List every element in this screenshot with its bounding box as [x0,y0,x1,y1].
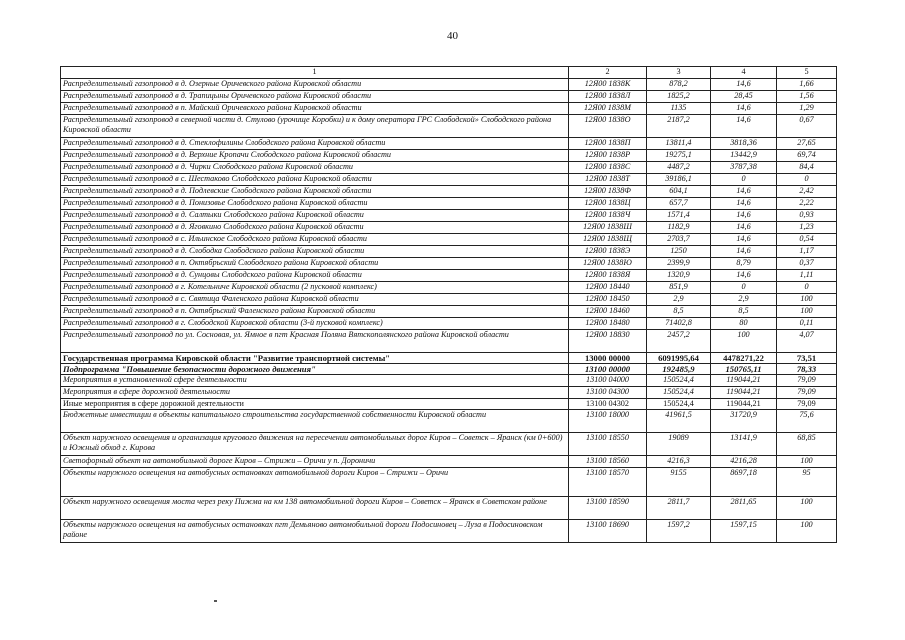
percent-cell: 1,17 [777,246,837,258]
table-row [61,387,837,399]
code-cell: 12Я00 1838Ч [569,210,647,222]
code-cell: 12Я00 1838Ф [569,186,647,198]
column-header-5: 5 [777,67,837,79]
item-name-cell: Иные мероприятия в сфере дорожной деятельности [61,399,569,410]
table-row [61,210,837,222]
table-row [61,174,837,186]
code-cell: 13100 18000 [569,410,647,433]
table-row [61,79,837,91]
item-name-cell: Объекты наружного освещения на автобусных остановках пгт Демьяново автомобильной дороги Подосиновец – Луза в Подосиновском районе [61,520,569,543]
planned-cell: 1250 [647,246,711,258]
item-name-cell: Распределительный газопровод в д. Чирки Слободского района Кировской области [61,162,569,174]
planned-cell: 604,1 [647,186,711,198]
page-number: 40 [447,30,458,42]
executed-cell: 100 [711,330,777,353]
executed-cell: 28,45 [711,91,777,103]
code-cell: 13100 18560 [569,456,647,468]
table-row [61,222,837,234]
table-row [61,258,837,270]
executed-cell: 4216,28 [711,456,777,468]
planned-cell: 878,2 [647,79,711,91]
item-name-cell: Распределительный газопровод в д. Стеклофилины Слободского района Кировской области [61,138,569,150]
code-cell: 13100 18570 [569,468,647,497]
executed-cell: 119044,21 [711,375,777,387]
item-name-cell: Мероприятия в сфере дорожной деятельности [61,387,569,399]
column-header-4: 4 [711,67,777,79]
percent-cell: 78,33 [777,364,837,375]
item-name-cell: Распределительный газопровод в с. Святица Фаленского района Кировской области [61,294,569,306]
executed-cell: 14,6 [711,186,777,198]
executed-cell: 4478271,22 [711,353,777,364]
planned-cell: 150524,4 [647,399,711,410]
planned-cell: 192485,9 [647,364,711,375]
item-name-cell: Распределительный газопровод по ул. Сосновая, ул. Ямное в пгт Красная Поляна Вятскополянского района Кировской области [61,330,569,353]
item-name-cell: Объект наружного освещения моста через реку Пижма на км 138 автомобильной дороги Киров – Советск – Яранск в Советском районе [61,497,569,520]
code-cell: 12Я00 1838Т [569,174,647,186]
item-name-cell: Распределительный газопровод в п. Октябрьский Фаленского района Кировской области [61,306,569,318]
executed-cell: 8697,18 [711,468,777,497]
code-cell: 12Я00 18830 [569,330,647,353]
percent-cell: 1,29 [777,103,837,115]
executed-cell: 150765,11 [711,364,777,375]
item-name-cell: Распределительный газопровод в д. Яговкино Слободского района Кировской области [61,222,569,234]
budget-table [60,66,837,543]
table-row [61,306,837,318]
table-row [61,364,837,375]
executed-cell: 2811,65 [711,497,777,520]
planned-cell: 8,5 [647,306,711,318]
percent-cell: 95 [777,468,837,497]
item-name-cell: Государственная программа Кировской области "Развитие транспортной системы" [61,353,569,364]
code-cell: 12Я00 1838О [569,115,647,138]
percent-cell: 1,23 [777,222,837,234]
table-row [61,456,837,468]
planned-cell: 19275,1 [647,150,711,162]
item-name-cell: Распределительный газопровод в д. Салтыки Слободского района Кировской области [61,210,569,222]
executed-cell: 14,6 [711,115,777,138]
planned-cell: 6091995,64 [647,353,711,364]
planned-cell: 1825,2 [647,91,711,103]
planned-cell: 4216,3 [647,456,711,468]
executed-cell: 14,6 [711,246,777,258]
percent-cell: 0,54 [777,234,837,246]
item-name-cell: Распределительный газопровод в д. Сунцовы Слободского района Кировской области [61,270,569,282]
code-cell: 12Я00 1838Л [569,91,647,103]
executed-cell: 3818,36 [711,138,777,150]
item-name-cell: Распределительный газопровод в с. Ильинское Слободского района Кировской области [61,234,569,246]
percent-cell: 4,07 [777,330,837,353]
item-name-cell: Распределительный газопровод в д. Трапицыны Оричевского района Кировской области [61,91,569,103]
planned-cell: 41961,5 [647,410,711,433]
executed-cell: 14,6 [711,79,777,91]
table-row [61,468,837,497]
table-row [61,115,837,138]
table-header-row [61,67,837,79]
percent-cell: 2,22 [777,198,837,210]
table-row [61,353,837,364]
percent-cell: 0,93 [777,210,837,222]
executed-cell: 14,6 [711,198,777,210]
planned-cell: 39186,1 [647,174,711,186]
column-header-3: 3 [647,67,711,79]
percent-cell: 100 [777,456,837,468]
percent-cell: 0,37 [777,258,837,270]
percent-cell: 84,4 [777,162,837,174]
item-name-cell: Подпрограмма "Повышение безопасности дорожного движения" [61,364,569,375]
percent-cell: 68,85 [777,433,837,456]
table-row [61,91,837,103]
executed-cell: 1597,15 [711,520,777,543]
item-name-cell: Распределительный газопровод в п. Октябрьский Слободского района Кировской области [61,258,569,270]
executed-cell: 13141,9 [711,433,777,456]
table-row [61,103,837,115]
planned-cell: 1597,2 [647,520,711,543]
planned-cell: 13811,4 [647,138,711,150]
planned-cell: 2703,7 [647,234,711,246]
executed-cell: 14,6 [711,222,777,234]
planned-cell: 1320,9 [647,270,711,282]
percent-cell: 2,42 [777,186,837,198]
table-row [61,138,837,150]
table-row [61,294,837,306]
percent-cell: 79,09 [777,387,837,399]
executed-cell: 31720,9 [711,410,777,433]
percent-cell: 27,65 [777,138,837,150]
item-name-cell: Распределительный газопровод в г. Слободской Кировской области (3-й пусковой комплекс) [61,318,569,330]
item-name-cell: Распределительный газопровод в д. Верхние Кропачи Слободского района Кировской области [61,150,569,162]
code-cell: 12Я00 1838Ш [569,222,647,234]
item-name-cell: Объект наружного освещения и организация кругового движения на пересечении автомобильных дорог Киров – Советск – Яранск (км 0+600) и Южный обход г. Кирова [61,433,569,456]
code-cell: 12Я00 1838Ц [569,198,647,210]
percent-cell: 75,6 [777,410,837,433]
planned-cell: 9155 [647,468,711,497]
table-row [61,162,837,174]
planned-cell: 71402,8 [647,318,711,330]
percent-cell: 100 [777,306,837,318]
executed-cell: 0 [711,174,777,186]
planned-cell: 4487,2 [647,162,711,174]
executed-cell: 14,6 [711,103,777,115]
item-name-cell: Распределительный газопровод в с. Шестаково Слободского района Кировской области [61,174,569,186]
planned-cell: 19089 [647,433,711,456]
code-cell: 12Я00 1838Р [569,150,647,162]
table-row [61,198,837,210]
code-cell: 12Я00 1838Я [569,270,647,282]
item-name-cell: Распределительный газопровод в северной части д. Стулово (урочище Коробки) и к дому оператора ГРС Слободской» Слободского района Кировской области [61,115,569,138]
code-cell: 12Я00 1838П [569,138,647,150]
code-cell: 12Я00 1838К [569,79,647,91]
planned-cell: 1182,9 [647,222,711,234]
executed-cell: 14,6 [711,270,777,282]
executed-cell: 13442,9 [711,150,777,162]
item-name-cell: Мероприятия в установленной сфере деятельности [61,375,569,387]
code-cell: 12Я00 1838С [569,162,647,174]
planned-cell: 1571,4 [647,210,711,222]
column-header-1: 1 [61,67,569,79]
code-cell: 12Я00 18480 [569,318,647,330]
table-row [61,150,837,162]
code-cell: 13100 04302 [569,399,647,410]
executed-cell: 8,5 [711,306,777,318]
planned-cell: 2811,7 [647,497,711,520]
executed-cell: 8,79 [711,258,777,270]
percent-cell: 1,66 [777,79,837,91]
planned-cell: 851,9 [647,282,711,294]
percent-cell: 100 [777,294,837,306]
percent-cell: 79,09 [777,399,837,410]
table-row [61,410,837,433]
percent-cell: 100 [777,497,837,520]
executed-cell: 0 [711,282,777,294]
code-cell: 13000 00000 [569,353,647,364]
table-row [61,246,837,258]
planned-cell: 2457,2 [647,330,711,353]
code-cell: 12Я00 18450 [569,294,647,306]
table-row [61,399,837,410]
code-cell: 12Я00 1838Щ [569,234,647,246]
executed-cell: 14,6 [711,234,777,246]
planned-cell: 150524,4 [647,375,711,387]
code-cell: 13100 04300 [569,387,647,399]
percent-cell: 100 [777,520,837,543]
item-name-cell: Объекты наружного освещения на автобусных остановках автомобильной дороги Киров – Стрижи – Оричи [61,468,569,497]
item-name-cell: Распределительный газопровод в д. Подлевские Слободского района Кировской области [61,186,569,198]
executed-cell: 3787,38 [711,162,777,174]
planned-cell: 1135 [647,103,711,115]
planned-cell: 2399,9 [647,258,711,270]
planned-cell: 2,9 [647,294,711,306]
item-name-cell: Распределительный газопровод в д. Понизовье Слободского района Кировской области [61,198,569,210]
table-row [61,330,837,353]
executed-cell: 119044,21 [711,387,777,399]
code-cell: 12Я00 18440 [569,282,647,294]
table-row [61,497,837,520]
scan-speck [214,600,217,602]
item-name-cell: Распределительный газопровод в г. Котельниче Кировской области (2 пусковой комплекс) [61,282,569,294]
percent-cell: 69,74 [777,150,837,162]
percent-cell: 0,67 [777,115,837,138]
executed-cell: 2,9 [711,294,777,306]
percent-cell: 0 [777,174,837,186]
executed-cell: 119044,21 [711,399,777,410]
code-cell: 12Я00 1838Э [569,246,647,258]
code-cell: 13100 18550 [569,433,647,456]
percent-cell: 1,56 [777,91,837,103]
table-row [61,234,837,246]
percent-cell: 1,11 [777,270,837,282]
item-name-cell: Распределительный газопровод в п. Майский Оричевского района Кировской области [61,103,569,115]
code-cell: 13100 18590 [569,497,647,520]
executed-cell: 14,6 [711,210,777,222]
percent-cell: 0 [777,282,837,294]
code-cell: 13100 18690 [569,520,647,543]
table-row [61,433,837,456]
budget-table-body [61,67,837,543]
item-name-cell: Распределительный газопровод в д. Озерные Оричевского района Кировской области [61,79,569,91]
table-row [61,186,837,198]
item-name-cell: Распределительный газопровод в д. Слободка Слободского района Кировской области [61,246,569,258]
item-name-cell: Бюджетные инвестиции в объекты капитального строительства государственной собственности Кировской области [61,410,569,433]
code-cell: 12Я00 1838Ю [569,258,647,270]
code-cell: 12Я00 1838М [569,103,647,115]
table-row [61,520,837,543]
table-row [61,270,837,282]
column-header-2: 2 [569,67,647,79]
code-cell: 12Я00 18460 [569,306,647,318]
planned-cell: 150524,4 [647,387,711,399]
table-row [61,318,837,330]
code-cell: 13100 04000 [569,375,647,387]
percent-cell: 73,51 [777,353,837,364]
percent-cell: 0,11 [777,318,837,330]
planned-cell: 2187,2 [647,115,711,138]
item-name-cell: Светофорный объект на автомобильной дороге Киров – Стрижи – Оричи у п. Дороничи [61,456,569,468]
table-row [61,282,837,294]
planned-cell: 657,7 [647,198,711,210]
code-cell: 13100 00000 [569,364,647,375]
percent-cell: 79,09 [777,375,837,387]
executed-cell: 80 [711,318,777,330]
table-row [61,375,837,387]
